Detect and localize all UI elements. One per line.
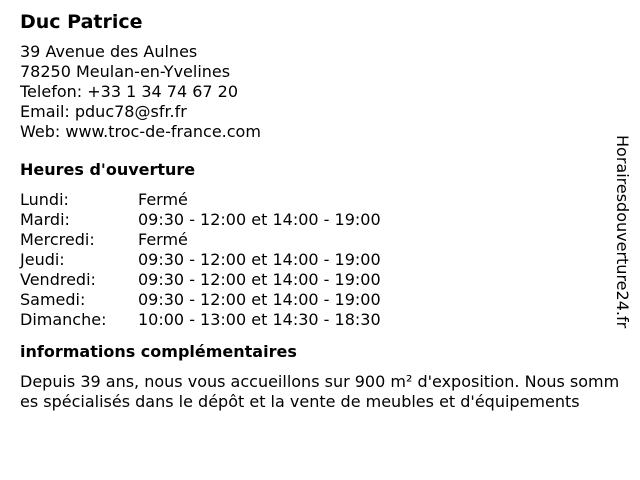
hours-value: 09:30 - 12:00 et 14:00 - 19:00 [138,210,381,229]
business-name: Duc Patrice [20,11,143,33]
day-label: Lundi: [20,190,69,209]
website: Web: www.troc-de-france.com [20,122,261,141]
hours-row [20,230,381,250]
hours-value: 09:30 - 12:00 et 14:00 - 19:00 [138,250,381,269]
business-details [20,10,620,412]
email-address: Email: pduc78@sfr.fr [20,102,187,121]
additional-info-text: Depuis 39 ans, nous vous accueillons sur 900 m² d'exposition. Nous sommes spécialisés dans le dépôt et la vente de meubles et d'équipements [20,372,620,411]
opening-hours-table [20,190,381,330]
phone-number: Telefon: +33 1 34 74 67 20 [20,82,239,101]
additional-info-heading: informations complémentaires [20,342,297,361]
day-label: Mardi: [20,210,70,229]
brand-watermark: Horairesdouverture24.fr [613,135,632,329]
hours-value: 09:30 - 12:00 et 14:00 - 19:00 [138,290,381,309]
day-label: Jeudi: [20,250,65,269]
day-label: Samedi: [20,290,86,309]
day-label: Mercredi: [20,230,95,249]
hours-value: 10:00 - 13:00 et 14:30 - 18:30 [138,310,381,329]
hours-value: 09:30 - 12:00 et 14:00 - 19:00 [138,270,381,289]
hours-row [20,190,381,210]
hours-row [20,310,381,330]
hours-row [20,290,381,310]
hours-row [20,210,381,230]
hours-row [20,250,381,270]
hours-value: Fermé [138,190,188,209]
street-address: 39 Avenue des Aulnes [20,42,198,61]
day-label: Dimanche: [20,310,107,329]
postal-city: 78250 Meulan-en-Yvelines [20,62,231,81]
contact-block [20,42,610,142]
hours-row [20,270,381,290]
hours-value: Fermé [138,230,188,249]
opening-hours-heading: Heures d'ouverture [20,160,196,179]
day-label: Vendredi: [20,270,96,289]
